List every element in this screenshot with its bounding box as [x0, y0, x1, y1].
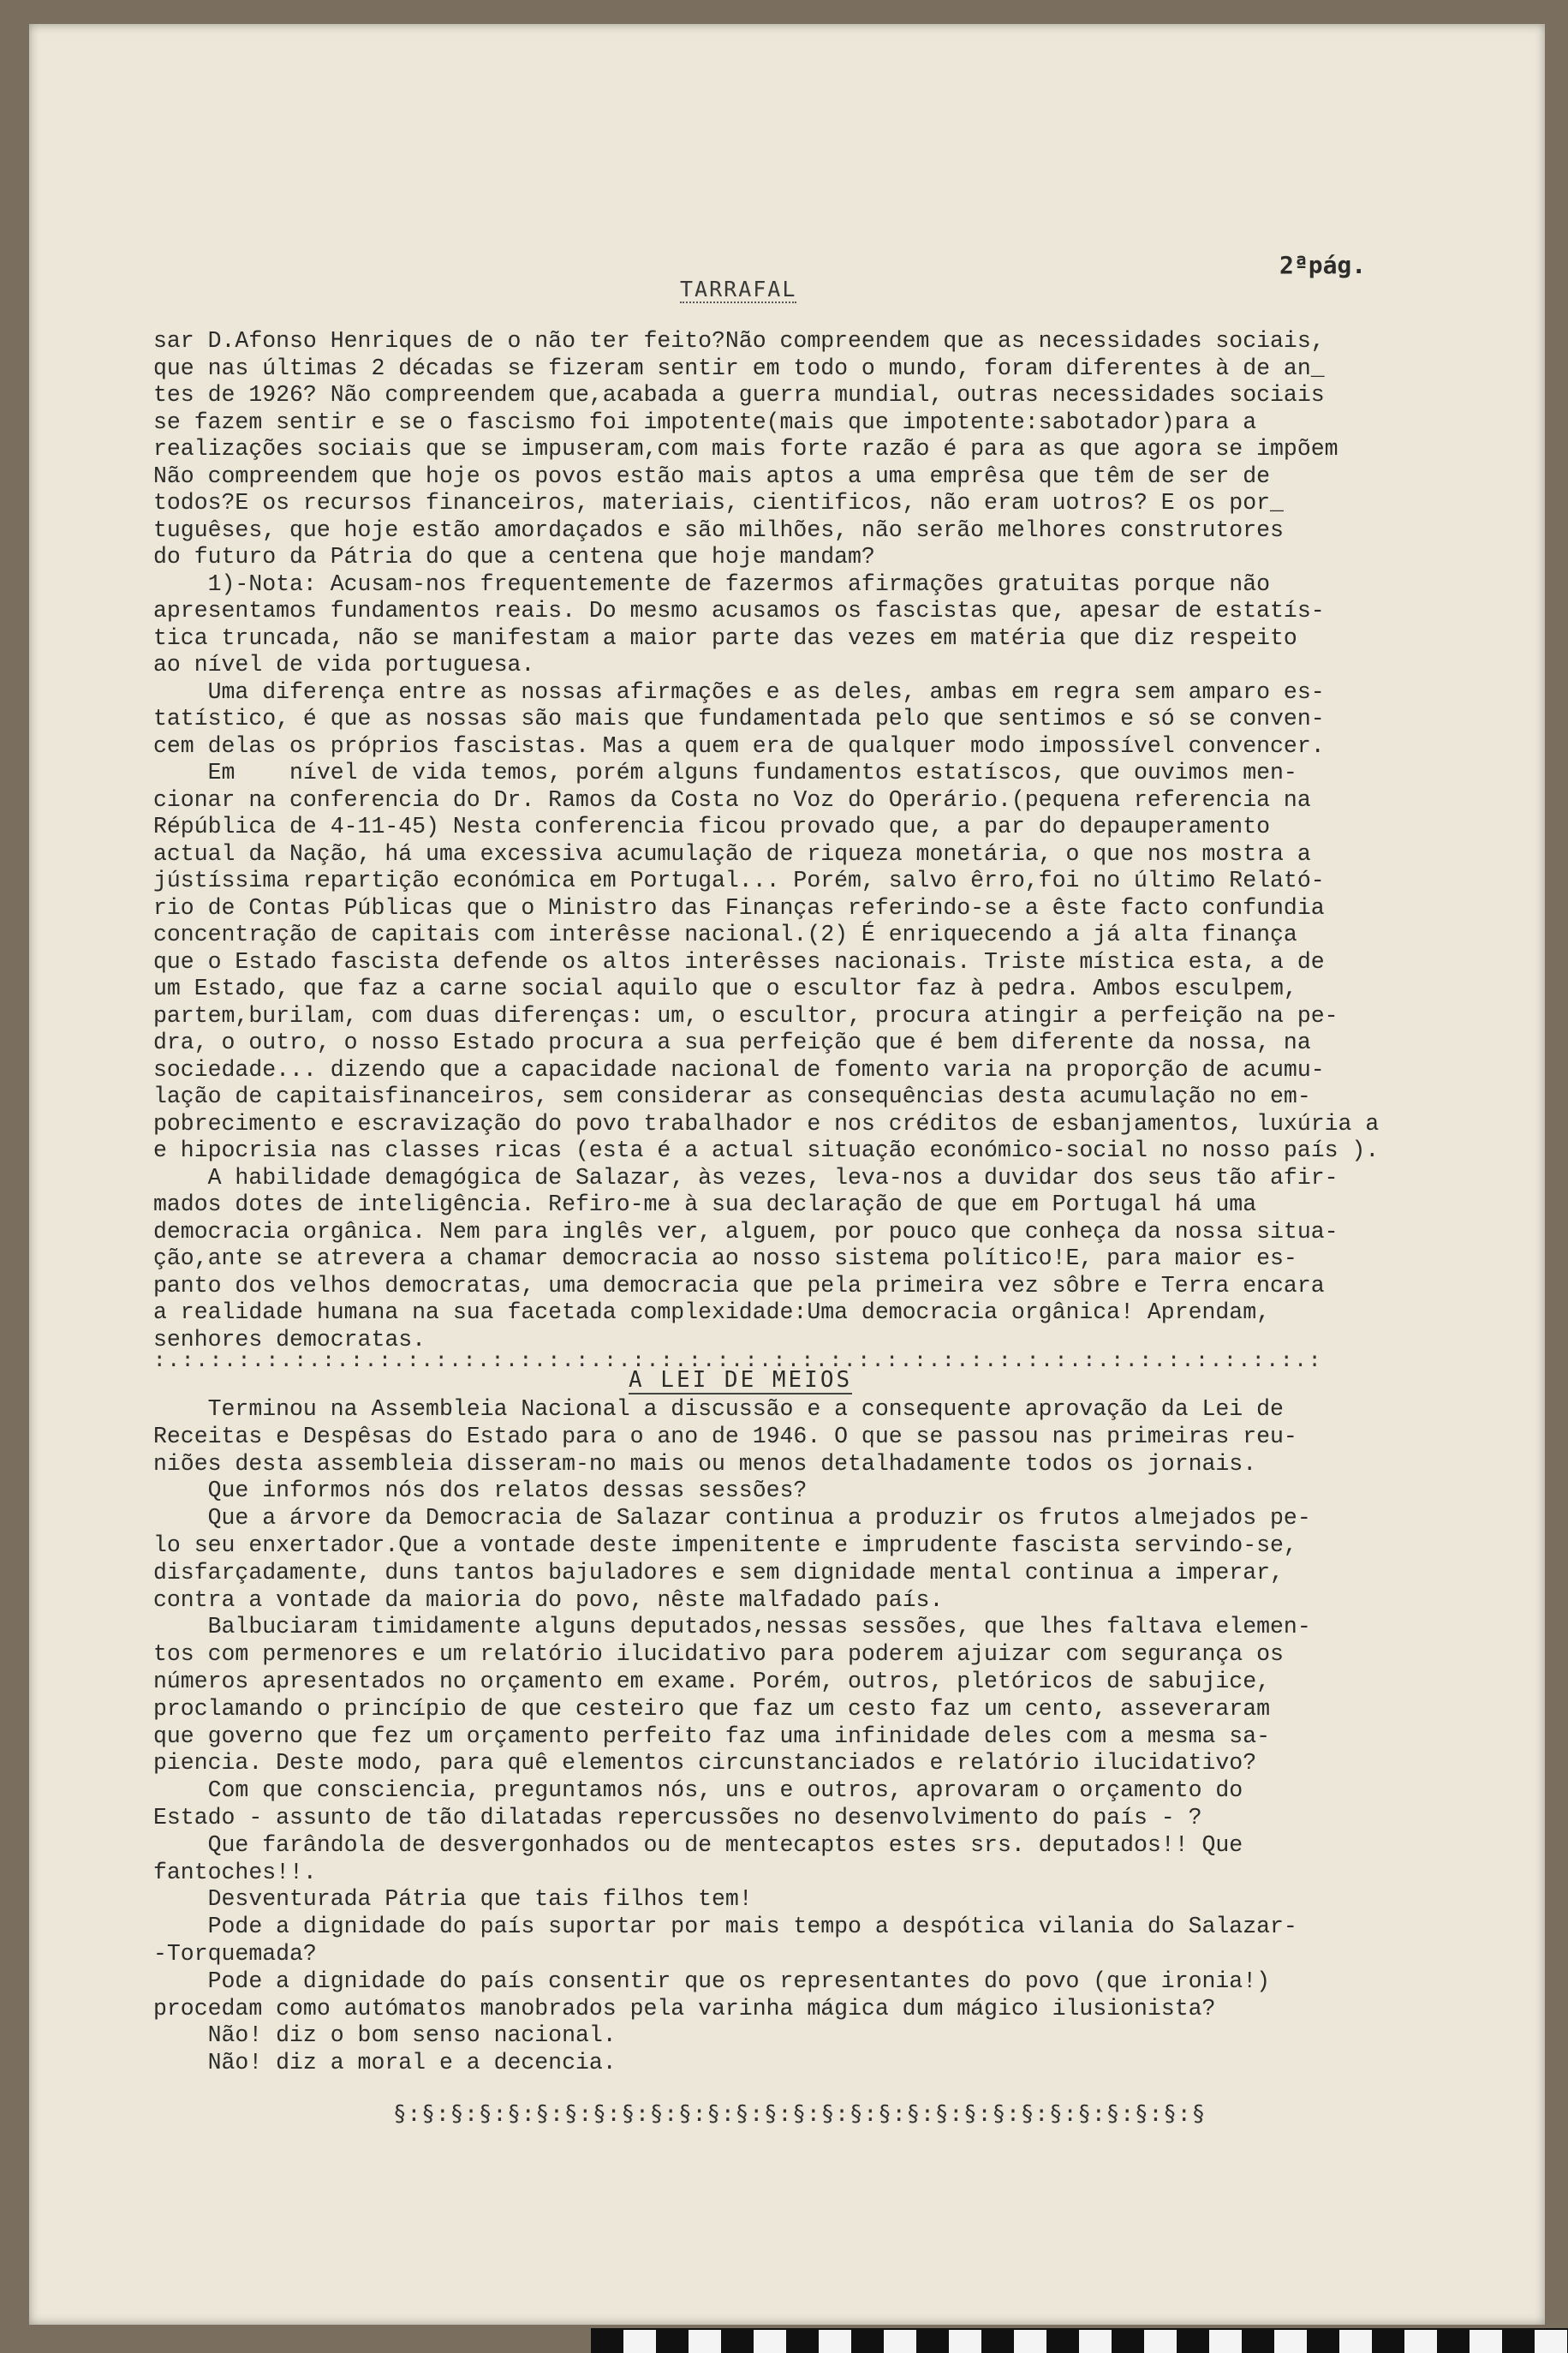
section-text: Terminou na Assembleia Nacional a discussão e a consequente aprovação da Lei de Receitas e Despêsas do Estado para o ano de 1946. O que se passou nas primeiras reu- niões desta assembleia disseram-no mais ou menos detalhadamente todos os jornais. Que informos nós dos relatos dessas sessões? Que a árvore da Democracia de Salazar continua a produzir os frutos almejados pe- lo seu enxertador.Que a vontade deste impenitente e imprudente fascista servindo-se, disfarçadamente, duns tantos bajuladores e sem dignidade mental continua a imperar, contra a vontade da maioria do povo, nêste malfadado país. Balbuciaram timidamente alguns deputados,nessas sessões, que lhes faltava elemen- tos com permenores e um relatório ilucidativo para poderem ajuizar com segurança os números apresentados no orçamento em exame. Porém, outros, pletóricos de sabujice, proclamando o princípio de que cesteiro que faz um cesto faz um cento, asseveraram que governo que fez um orçamento perfeito faz uma infinidade deles com a mesma sa- piencia. Deste modo, para quê elementos circunstanciados e relatório ilucidativo? Com que consciencia, preguntamos nós, uns e outros, aprovaram o orçamento do Estado - assunto de tão dilatadas repercussões no desenvolvimento do país - ? Que farândola de desvergonhados ou de mentecaptos estes srs. deputados!! Que fantoches!!. Desventurada Pátria que tais filhos tem! Pode a dignidade do país suportar por mais tempo a despótica vilania do Salazar- -Torquemada? Pode a dignidade do país consentir que os representantes do povo (que ironia!) procedam como autómatos manobrados pela varinha mágica dum mágico ilusionista? Não! diz o bom senso nacional. Não! diz a moral e a decencia.: [153, 1396, 1311, 2076]
document-title: TARRAFAL: [680, 277, 797, 302]
body-text: sar D.Afonso Henriques de o não ter feito?Não compreendem que as necessidades sociais, que nas últimas 2 décadas se fizeram sentir em todo o mundo, foram diferentes à de an_ tes de 1926? Não compreendem que,acabada a guerra mundial, outras necessidades sociais se fazem sentir e se o fascismo foi impotente(mais que impotente:sabotador)para a realizações sociais que se impuseram,com mais forte razão é para as que agora se impõem Não compreendem que hoje os povos estão mais aptos a uma emprêsa que têm de ser de todos?E os recursos financeiros, materiais, cientificos, não eram uotros? E os por_ tuguêses, que hoje estão amordaçados e são milhões, não serão melhores construtores do futuro da Pátria do que a centena que hoje mandam? 1)-Nota: Acusam-nos frequentemente de fazermos afirmações gratuitas porque não apresentamos fundamentos reais. Do mesmo acusamos os fascistas que, apesar de estatís- tica truncada, não se manifestam a maior parte das vezes em matéria que diz respeito ao nível de vida portuguesa. Uma diferença entre as nossas afirmações e as deles, ambas em regra sem amparo es- tatístico, é que as nossas são mais que fundamentada pelo que sentimos e só se conven- cem delas os próprios fascistas. Mas a quem era de qualquer modo impossível convencer. Em nível de vida temos, porém alguns fundamentos estatíscos, que ouvimos men- cionar na conferencia do Dr. Ramos da Costa no Voz do Operário.(pequena referencia na Répública de 4-11-45) Nesta conferencia ficou provado que, a par do depauperamento actual da Nação, há uma excessiva acumulação de riqueza monetária, o que nos mostra a jústíssima repartição económica em Portugal... Porém, salvo êrro,foi no último Relató- rio de Contas Públicas que o Ministro das Finanças referindo-se a êste facto confundia concentração de capitais com interêsse nacional.(2) É enriquecendo a já alta finança que o Estado fascista defende os altos interêsses nacionais. Triste mística esta, a de um Estado, que faz a carne social aquilo que o escultor faz à pedra. Ambos esculpem, partem,burilam, com duas diferenças: um, o escultor, procura atingir a perfeição na pe- dra, o outro, o nosso Estado procura a sua perfeição que é bem diferente da nossa, na sociedade... dizendo que a capacidade nacional de fomento varia na proporção de acumu- lação de capitaisfinanceiros, sem considerar as consequências desta acumulação no em- pobrecimento e escravização do povo trabalhador e nos créditos de esbanjamentos, luxúria a e hipocrisia nas classes ricas (esta é a actual situação económico-social no nosso país ). A habilidade demagógica de Salazar, às vezes, leva-nos a duvidar dos seus tão afir- mados dotes de inteligência. Refiro-me à sua declaração de que em Portugal há uma democracia orgânica. Nem para inglês ver, alguem, por pouco que conheça da nossa situa- ção,ante se atrevera a chamar democracia ao nosso sistema político!E, para maior es- panto dos velhos democratas, uma democracia que pela primeira vez sôbre e Terra encara a realidade humana na sua facetada complexidade:Uma democracia orgânica! Aprendam, senhores democratas.: [153, 328, 1380, 1353]
dotted-separator: :.:.:.:.:.:.:.:.:.:.:.:.:.:.:.:.:.:.:.:.:.:.:.:.:.:.:.:.:.:.:.:.:.:.:.:.:.:.:.:.:.:: [153, 1347, 1323, 1371]
end-separator: §:§:§:§:§:§:§:§:§:§:§:§:§:§:§:§:§:§:§:§:§:§:§:§:§:§:§:§:§: [393, 2101, 1207, 2127]
page-number: 2ªpág.: [1279, 251, 1367, 279]
measurement-scale-bar: [591, 2328, 1568, 2353]
page-header: [29, 242, 1545, 311]
document-sheet: [29, 24, 1545, 2325]
section-title: A LEI DE MEIOS: [629, 1367, 853, 1393]
